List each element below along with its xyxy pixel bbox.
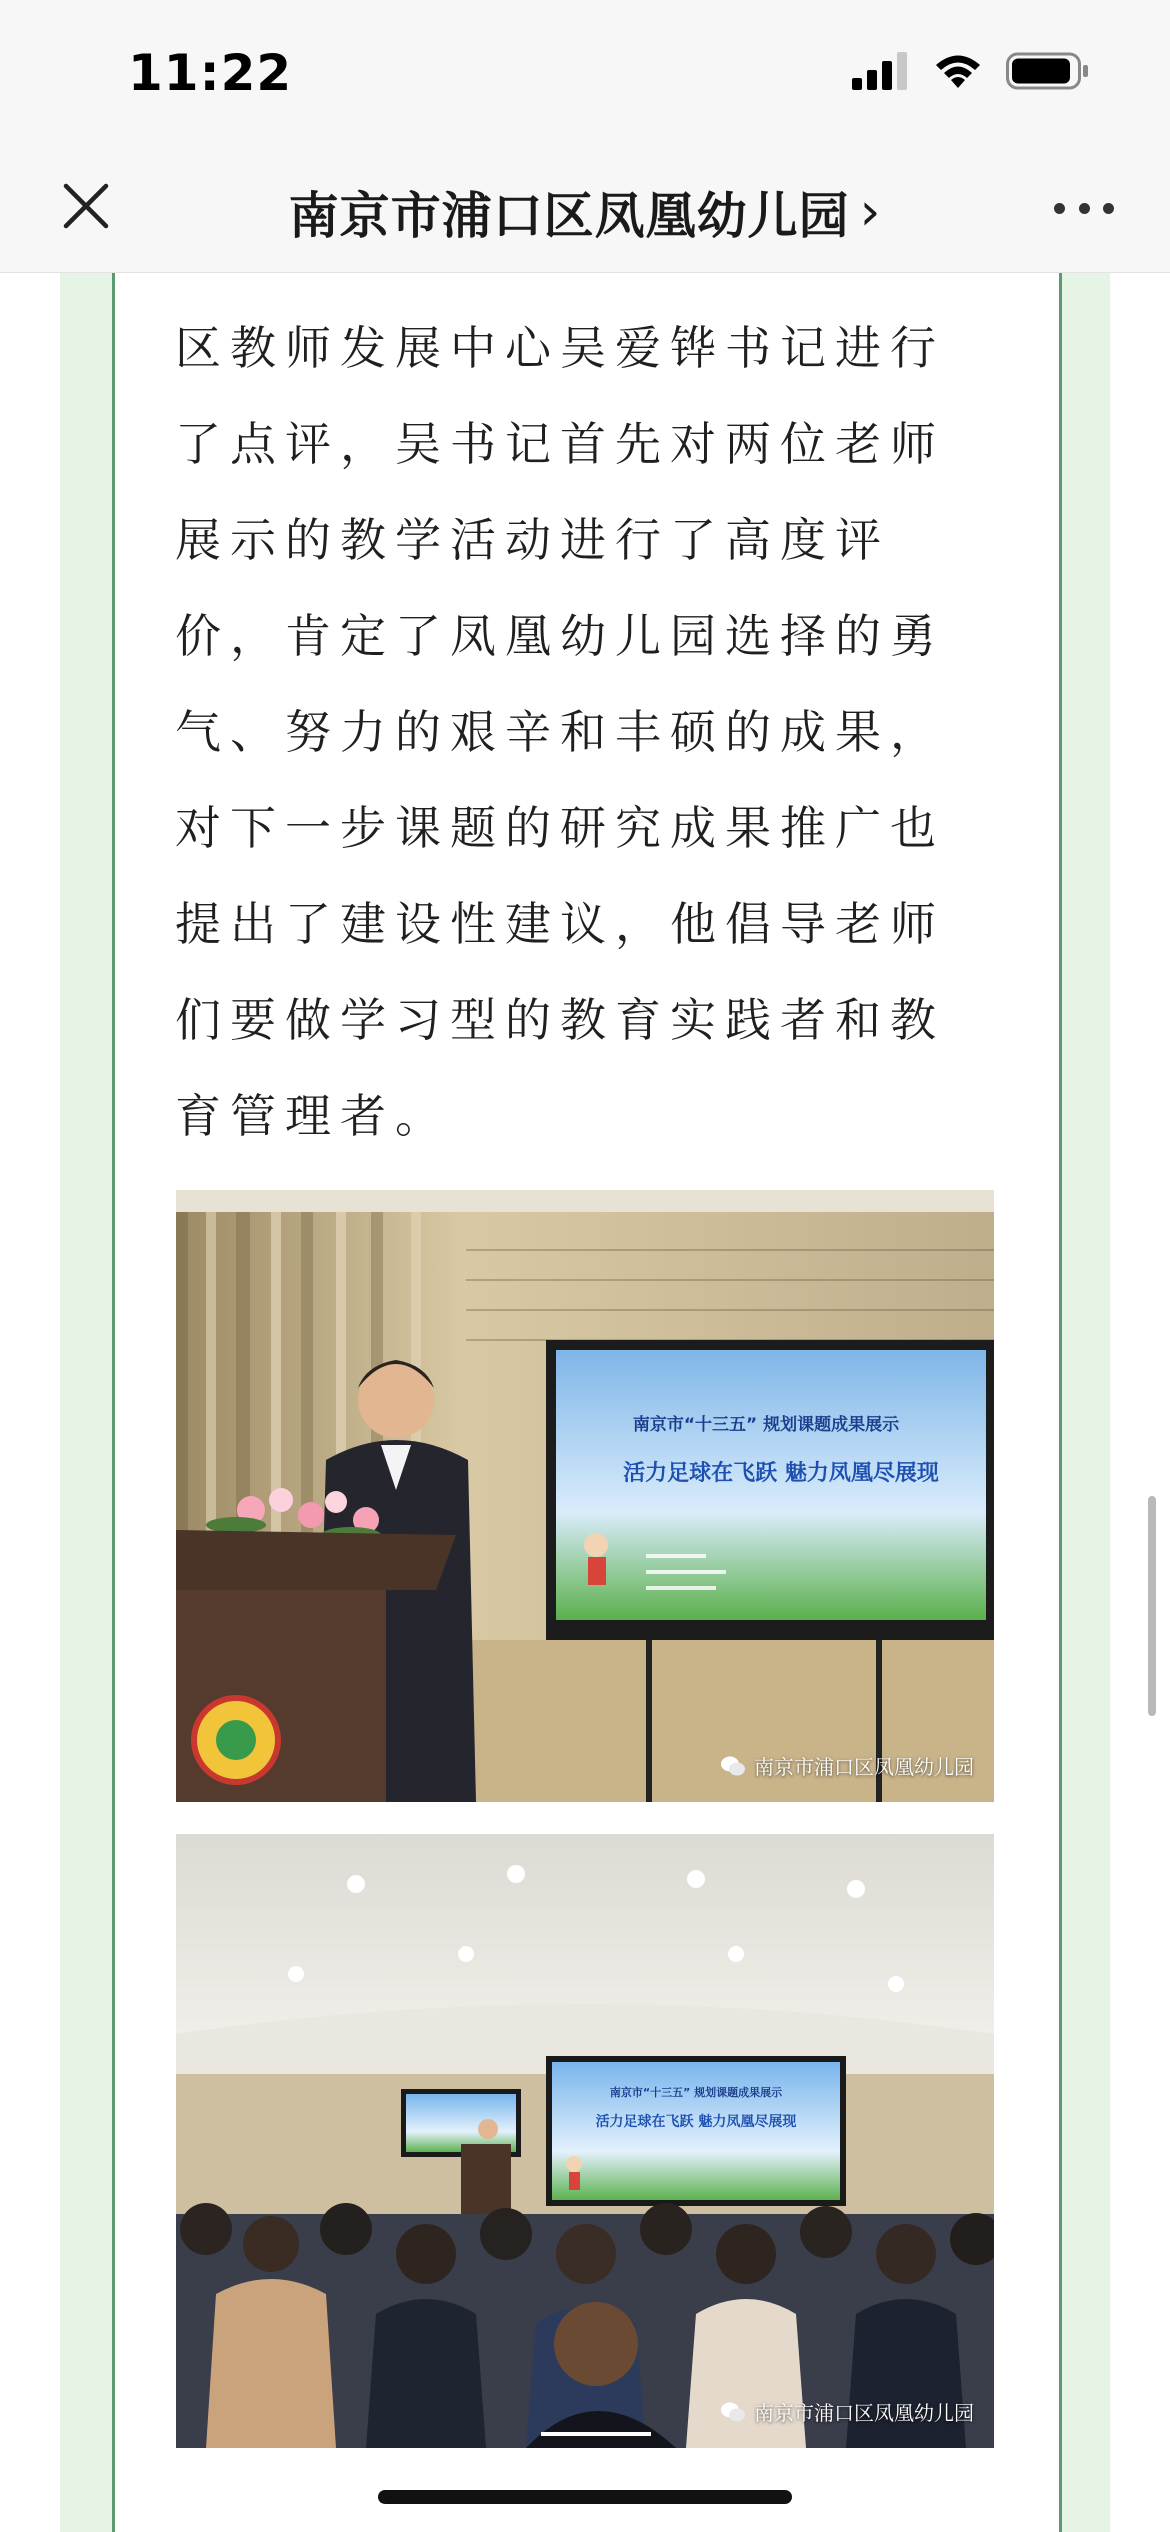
watermark-text: 南京市浦口区凤凰幼儿园 xyxy=(754,2401,974,2425)
battery-icon xyxy=(1006,52,1090,90)
wechat-icon xyxy=(720,1755,746,1777)
paragraph-line: 价，肯定了凤凰幼儿园选择的勇 xyxy=(175,609,945,663)
chevron-right-icon: › xyxy=(859,182,882,242)
watermark-text: 南京市浦口区凤凰幼儿园 xyxy=(754,1755,974,1779)
wifi-icon xyxy=(932,52,984,90)
photo-watermark xyxy=(720,1751,974,1780)
paragraph-line: 育管理者。 xyxy=(175,1089,450,1143)
status-time: 11:22 xyxy=(128,44,293,102)
status-bar xyxy=(0,0,1170,150)
paragraph-line: 了点评，吴书记首先对两位老师 xyxy=(175,417,945,471)
paragraph-line: 们要做学习型的教育实践者和教 xyxy=(175,993,945,1047)
photo-audience[interactable] xyxy=(176,1834,994,2448)
more-button[interactable] xyxy=(1054,196,1114,220)
nav-bar xyxy=(0,150,1170,273)
photo-speaker[interactable] xyxy=(176,1190,994,1802)
more-icon xyxy=(1054,203,1065,214)
paragraph-line: 气、努力的艰辛和丰硕的成果， xyxy=(175,705,945,759)
photo-watermark xyxy=(720,2397,974,2426)
home-indicator[interactable] xyxy=(378,2490,792,2504)
paragraph-line: 提出了建设性建议，他倡导老师 xyxy=(175,897,945,951)
scrollbar-thumb[interactable] xyxy=(1148,1496,1156,1716)
tv-screen-slogan: 活力足球在飞跃 魅力凤凰尽展现 xyxy=(595,2114,797,2130)
paragraph-line: 展示的教学活动进行了高度评 xyxy=(175,513,890,567)
tv-screen-title: 南京市“十三五” 规划课题成果展示 xyxy=(632,1415,900,1435)
tv-screen-slogan: 活力足球在飞跃 魅力凤凰尽展现 xyxy=(623,1460,939,1486)
photo-audience-illustration xyxy=(176,1834,994,2448)
signal-icon xyxy=(852,52,910,90)
paragraph-line: 区教师发展中心吴爱铧书记进行 xyxy=(175,321,945,375)
account-name: 南京市浦口区凤凰幼儿园 xyxy=(288,187,850,245)
wechat-icon xyxy=(720,2401,746,2423)
article-paragraph xyxy=(175,300,1005,1164)
decorative-band-right xyxy=(1058,273,1110,2532)
paragraph-line: 对下一步课题的研究成果推广也 xyxy=(175,801,945,855)
decorative-band-left xyxy=(60,273,112,2532)
status-icons xyxy=(852,52,1090,90)
tv-screen-title: 南京市“十三五” 规划课题成果展示 xyxy=(609,2086,783,2099)
photo-speaker-illustration xyxy=(176,1190,994,1802)
account-title-link[interactable] xyxy=(0,176,1170,248)
